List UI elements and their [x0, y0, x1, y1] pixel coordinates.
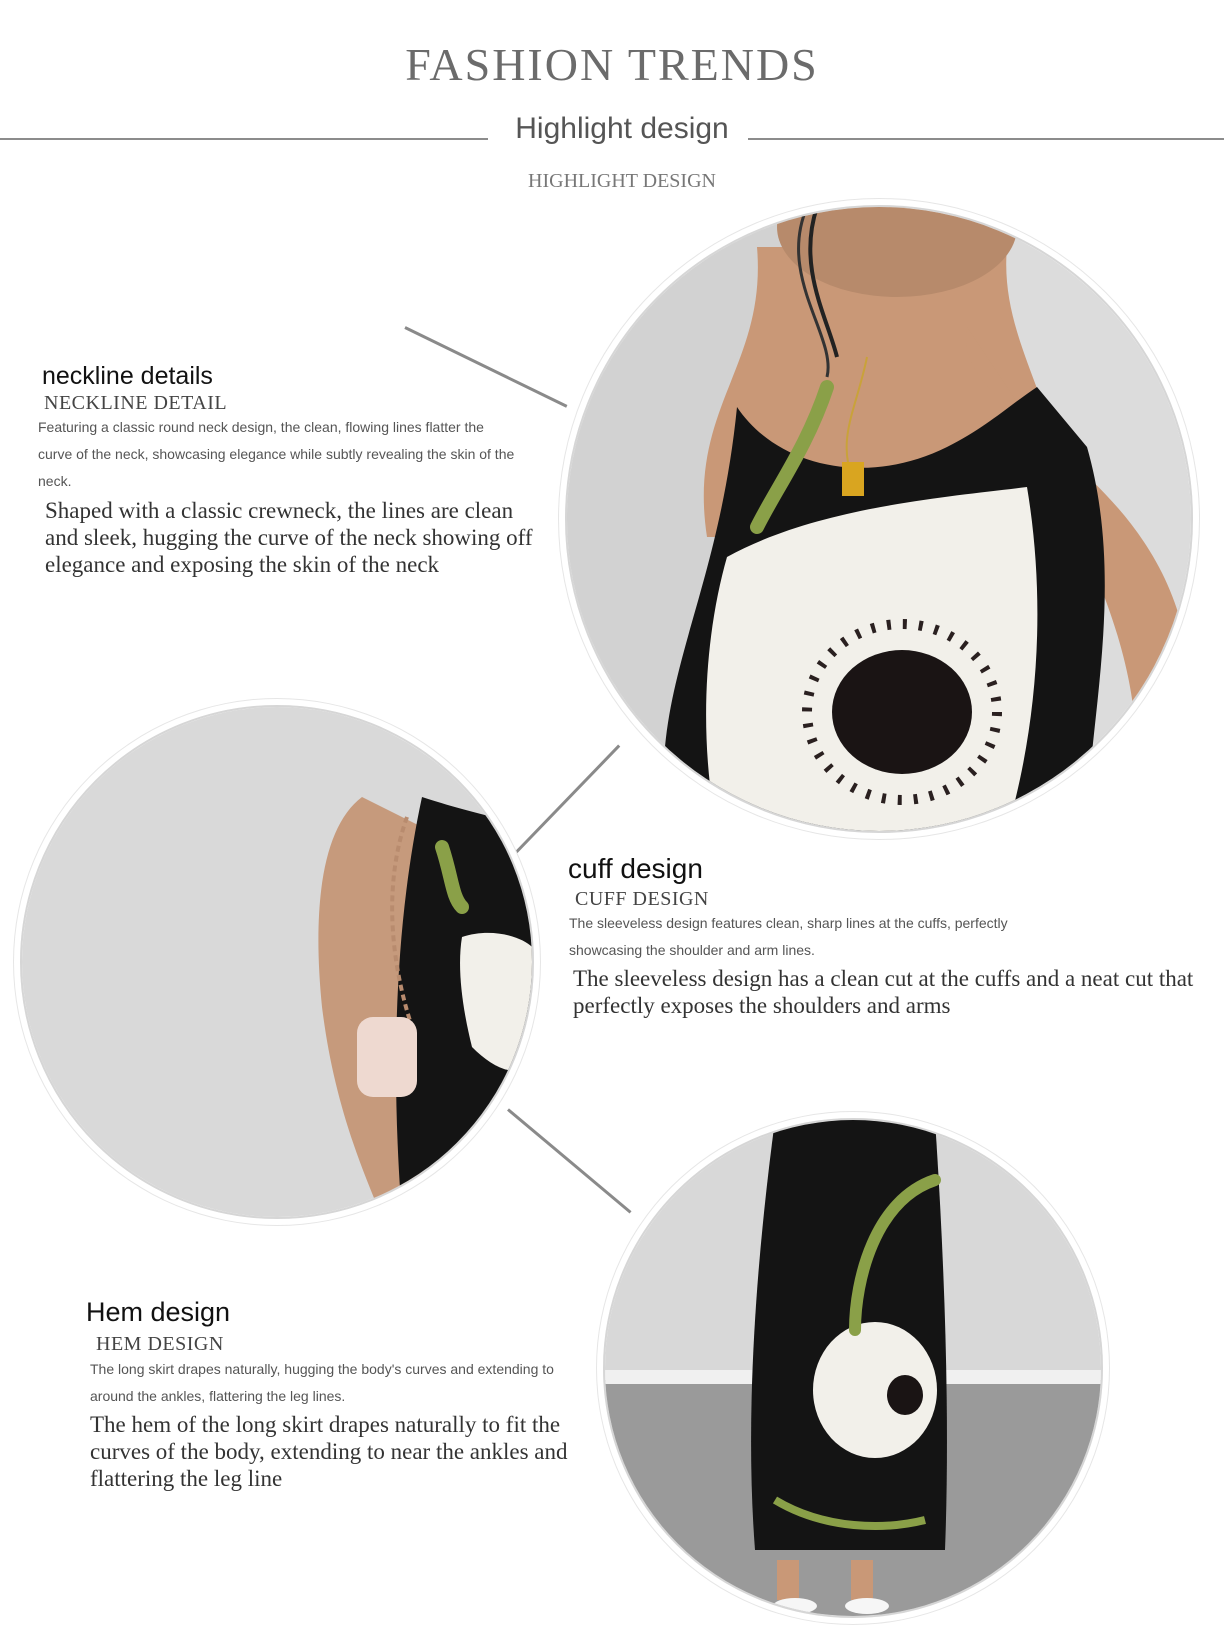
section-subtitle-caps: HIGHLIGHT DESIGN [528, 170, 716, 192]
section-subtitle: Highlight design [515, 112, 729, 145]
cuff-detail-image [20, 705, 534, 1219]
hem-title: Hem design [86, 1297, 231, 1327]
cuff-caps: CUFF DESIGN [575, 888, 709, 910]
neckline-body: Shaped with a classic crewneck, the lines are clean and sleek, hugging the curve of the neck showing off elegance and exposing the skin of the neck [45, 498, 533, 577]
hem-illustration [605, 1120, 1101, 1616]
neckline-caps: NECKLINE DETAIL [44, 392, 228, 414]
cuff-body: The sleeveless design has a clean cut at the cuffs and a neat cut that perfectly exposes the shoulders and arms [573, 966, 1194, 1018]
neckline-title: neckline details [42, 362, 213, 390]
hem-caps: HEM DESIGN [96, 1333, 224, 1355]
cuff-description: The sleeveless design features clean, sharp lines at the cuffs, perfectly showcasing the shoulder and arm lines. [569, 915, 1008, 958]
page-title: FASHION TRENDS [405, 39, 819, 90]
neckline-detail-image [565, 205, 1193, 833]
cuff-title: cuff design [568, 853, 703, 884]
neckline-description: Featuring a classic round neck design, the clean, flowing lines flatter the curve of the neck, showcasing elegance while subtly revealing the skin of the neck. [38, 419, 515, 489]
hem-detail-image [603, 1118, 1103, 1618]
connector-line-hem [507, 1108, 631, 1213]
neckline-illustration [567, 207, 1191, 831]
hem-description: The long skirt drapes naturally, hugging the body's curves and extending to around the ankles, flattering the leg lines. [90, 1361, 554, 1404]
cuff-illustration [22, 707, 532, 1217]
connector-line-cuff [514, 745, 620, 855]
hem-body: The hem of the long skirt drapes naturally to fit the curves of the body, extending to near the ankles and flattering the leg line [90, 1412, 568, 1491]
